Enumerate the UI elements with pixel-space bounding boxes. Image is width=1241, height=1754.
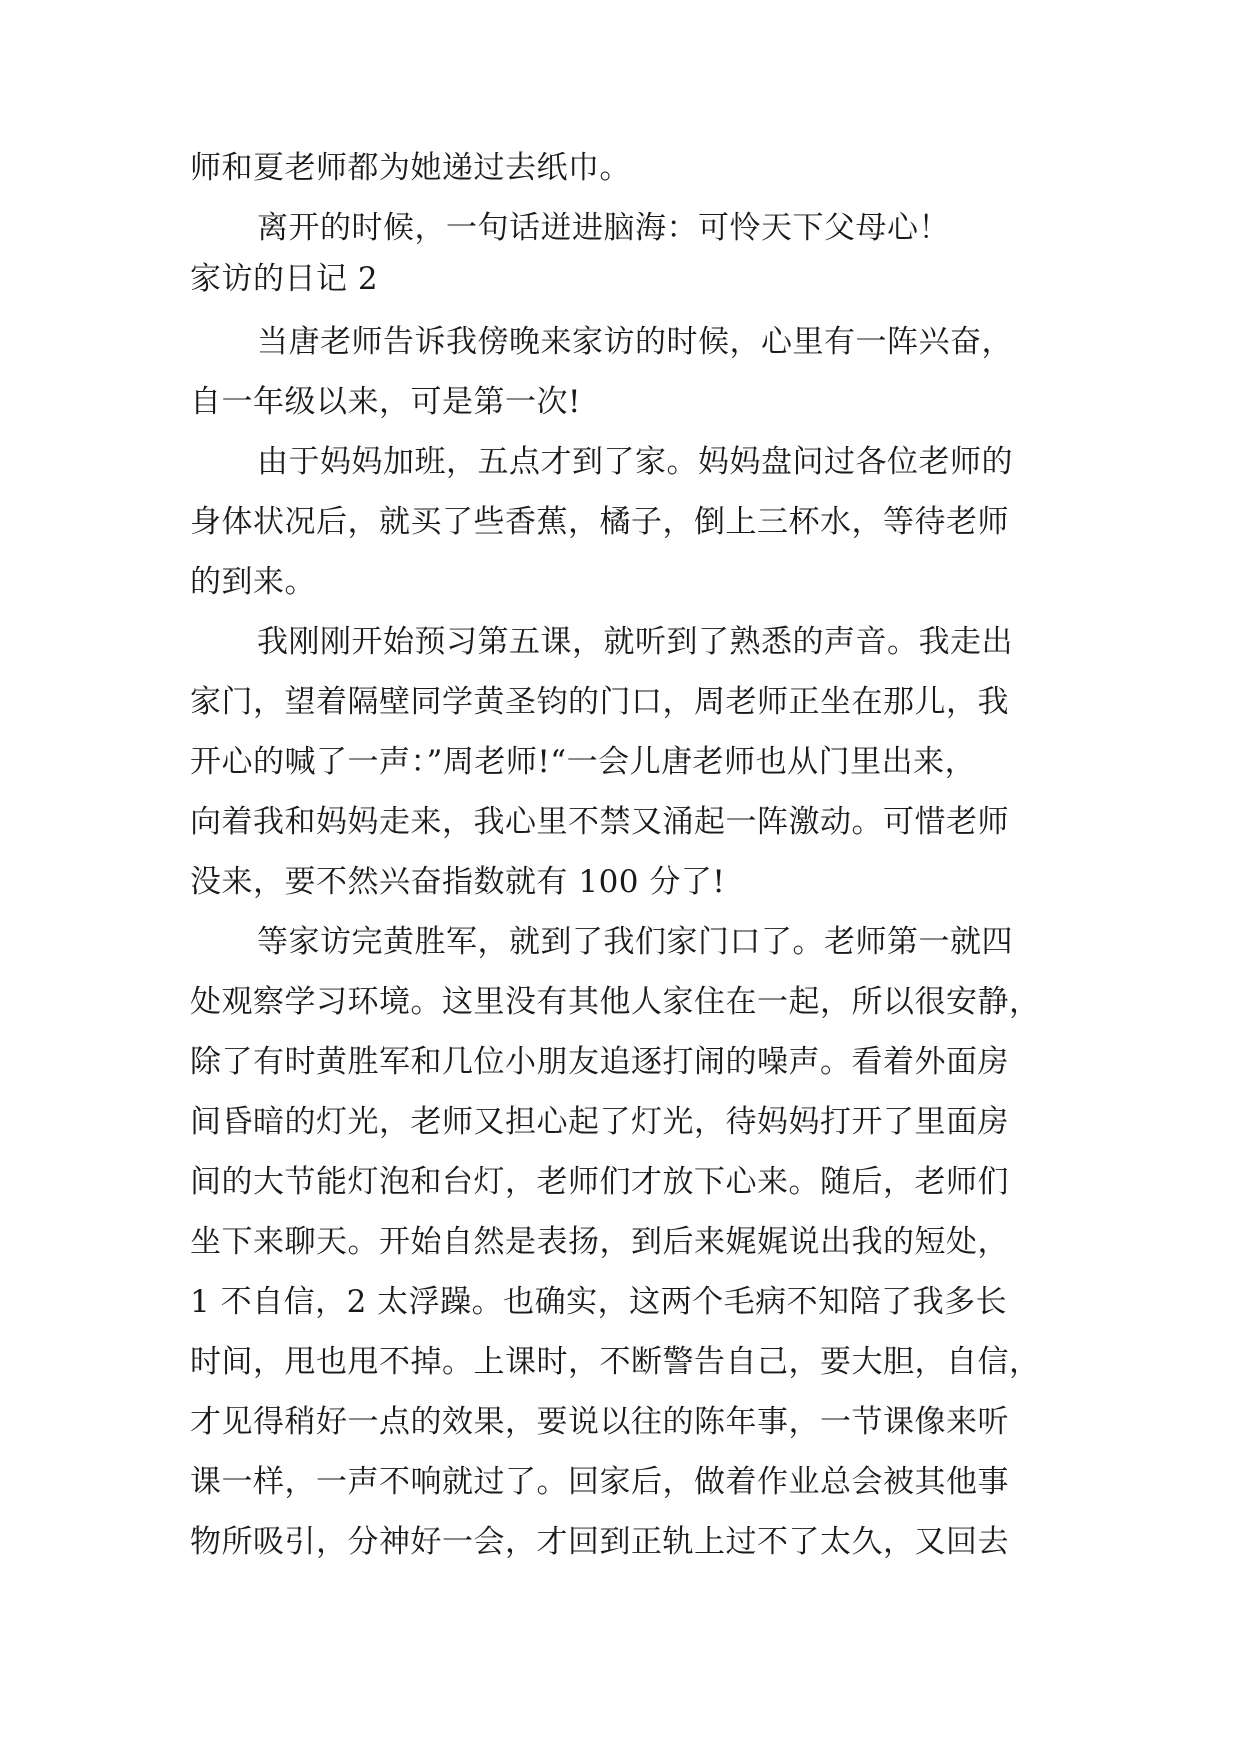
text-line: 1 不自信，2 太浮躁。也确实，这两个毛病不知陪了我多长 [190, 1284, 1008, 1320]
text-line: 处观察学习环境。这里没有其他人家住在一起，所以很安静， [190, 984, 1041, 1020]
text-line: 离开的时候，一句话迸进脑海：可怜天下父母心！ [257, 210, 950, 246]
text-line: 时间，甩也甩不掉。上课时，不断警告自己，要大胆，自信， [190, 1344, 1041, 1380]
text-line: 才见得稍好一点的效果，要说以往的陈年事，一节课像来听 [190, 1404, 1009, 1440]
text-line: 家门，望着隔壁同学黄圣钧的门口，周老师正坐在那儿，我 [190, 684, 1009, 720]
text-line: 当唐老师告诉我傍晚来家访的时候，心里有一阵兴奋， [257, 324, 1013, 360]
text-line: 我刚刚开始预习第五课，就听到了熟悉的声音。我走出 [257, 624, 1013, 660]
text-line: 没来，要不然兴奋指数就有 100 分了! [190, 864, 726, 900]
text-line: 除了有时黄胜军和几位小朋友追逐打闹的噪声。看着外面房 [190, 1044, 1009, 1080]
text-line: 由于妈妈加班，五点才到了家。妈妈盘问过各位老师的 [257, 444, 1013, 480]
text-line: 开心的喊了一声：”周老师!“一会儿唐老师也从门里出来， [190, 744, 977, 780]
text-line: 坐下来聊天。开始自然是表扬，到后来娓娓说出我的短处， [190, 1224, 1009, 1260]
text-line: 身体状况后，就买了些香蕉，橘子，倒上三杯水，等待老师 [190, 504, 1009, 540]
text-line: 课一样，一声不响就过了。回家后，做着作业总会被其他事 [190, 1464, 1009, 1500]
text-line: 间昏暗的灯光，老师又担心起了灯光，待妈妈打开了里面房 [190, 1104, 1009, 1140]
section-heading: 家访的日记 2 [190, 261, 379, 297]
text-line: 间的大节能灯泡和台灯，老师们才放下心来。随后，老师们 [190, 1164, 1009, 1200]
text-line: 师和夏老师都为她递过去纸巾。 [190, 150, 631, 186]
text-line: 向着我和妈妈走来，我心里不禁又涌起一阵激动。可惜老师 [190, 804, 1009, 840]
text-line: 等家访完黄胜军，就到了我们家门口了。老师第一就四 [257, 924, 1013, 960]
text-line: 自一年级以来，可是第一次! [190, 384, 581, 420]
text-line: 物所吸引，分神好一会，才回到正轨上过不了太久，又回去 [190, 1524, 1009, 1560]
text-line: 的到来。 [190, 564, 316, 600]
